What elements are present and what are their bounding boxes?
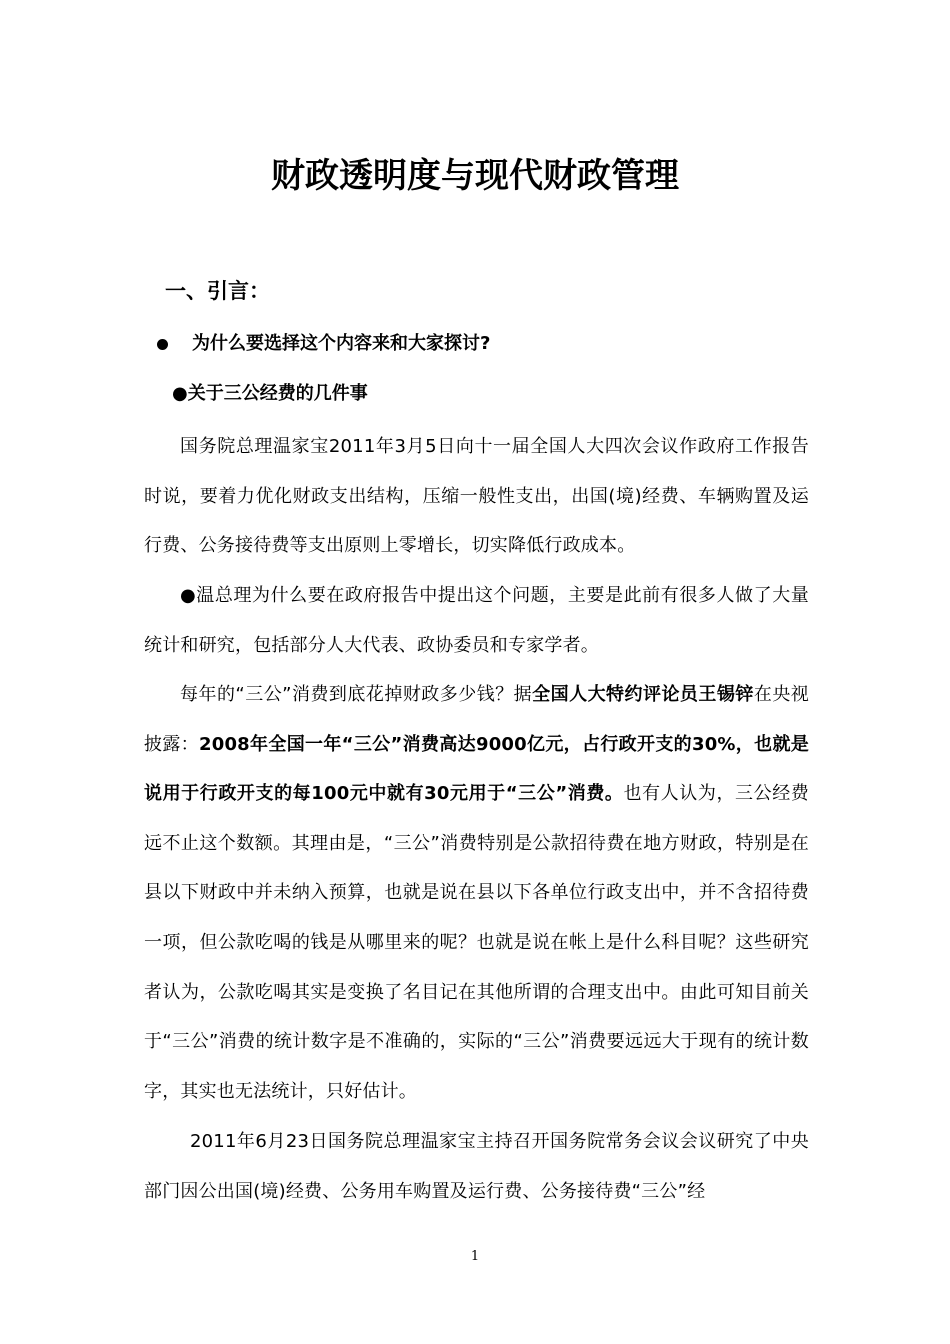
paragraph-3-text-b: 在央视披露： xyxy=(144,684,809,755)
paragraph-3-text-c: 也有人认为，三公经费远不止这个数额。其理由是，“三公”消费特别是公款招待费在地方财政，特别是在县以下财政中并未纳入预算，也就是说在县以下各单位行政支出中，并不含招待费一项，但公款吃喝的钱是从哪里来的呢？也就是说在帐上是什么科目呢？这些研究者认为，公款吃喝其实是变换了名目记在其他所谓的合理支出中。由此可知目前关于“三公”消费的统计数字是不准确的，实际的“三公”消费要远远大于现有的统计数字，其实也无法统计，只好估计。 xyxy=(144,783,810,1102)
bullet-question-text: 为什么要选择这个内容来和大家探讨? xyxy=(192,333,491,354)
paragraph-3-bold-a: 全国人大特约评论员王锡锌 xyxy=(532,684,754,705)
sub-heading: ●关于三公经费的几件事 xyxy=(172,383,368,404)
paragraph-4: 2011年6月23日国务院总理温家宝主持召开国务院常务会议会议研究了中央部门因公出国(境)经费、公务用车购置及运行费、公务接待费“三公”经 xyxy=(144,1131,809,1202)
page-number: 1 xyxy=(470,1249,480,1264)
paragraph-2: ●温总理为什么要在政府报告中提出这个问题，主要是此前有很多人做了大量统计和研究，包括部分人大代表、政协委员和专家学者。 xyxy=(144,585,809,656)
bullet-icon xyxy=(157,339,168,350)
document-title: 财政透明度与现代财政管理 xyxy=(271,156,679,196)
paragraph-1: 国务院总理温家宝2011年3月5日向十一届全国人大四次会议作政府工作报告时说，要着力优化财政支出结构，压缩一般性支出，出国(境)经费、车辆购置及运行费、公务接待费等支出原则上零增长，切实降低行政成本。 xyxy=(144,436,809,557)
paragraph-3 xyxy=(144,670,809,1116)
section-heading: 一、引言： xyxy=(165,279,270,303)
paragraph-3-text-a: 每年的“三公”消费到底花掉财政多少钱？据 xyxy=(180,684,533,705)
bullet-question xyxy=(155,330,490,358)
paragraph-3-bold-b: 2008年全国一年“三公”消费高达9000亿元，占行政开支的30%，也就是说用于行政开支的每100元中就有30元用于“三公”消费。 xyxy=(144,733,809,805)
